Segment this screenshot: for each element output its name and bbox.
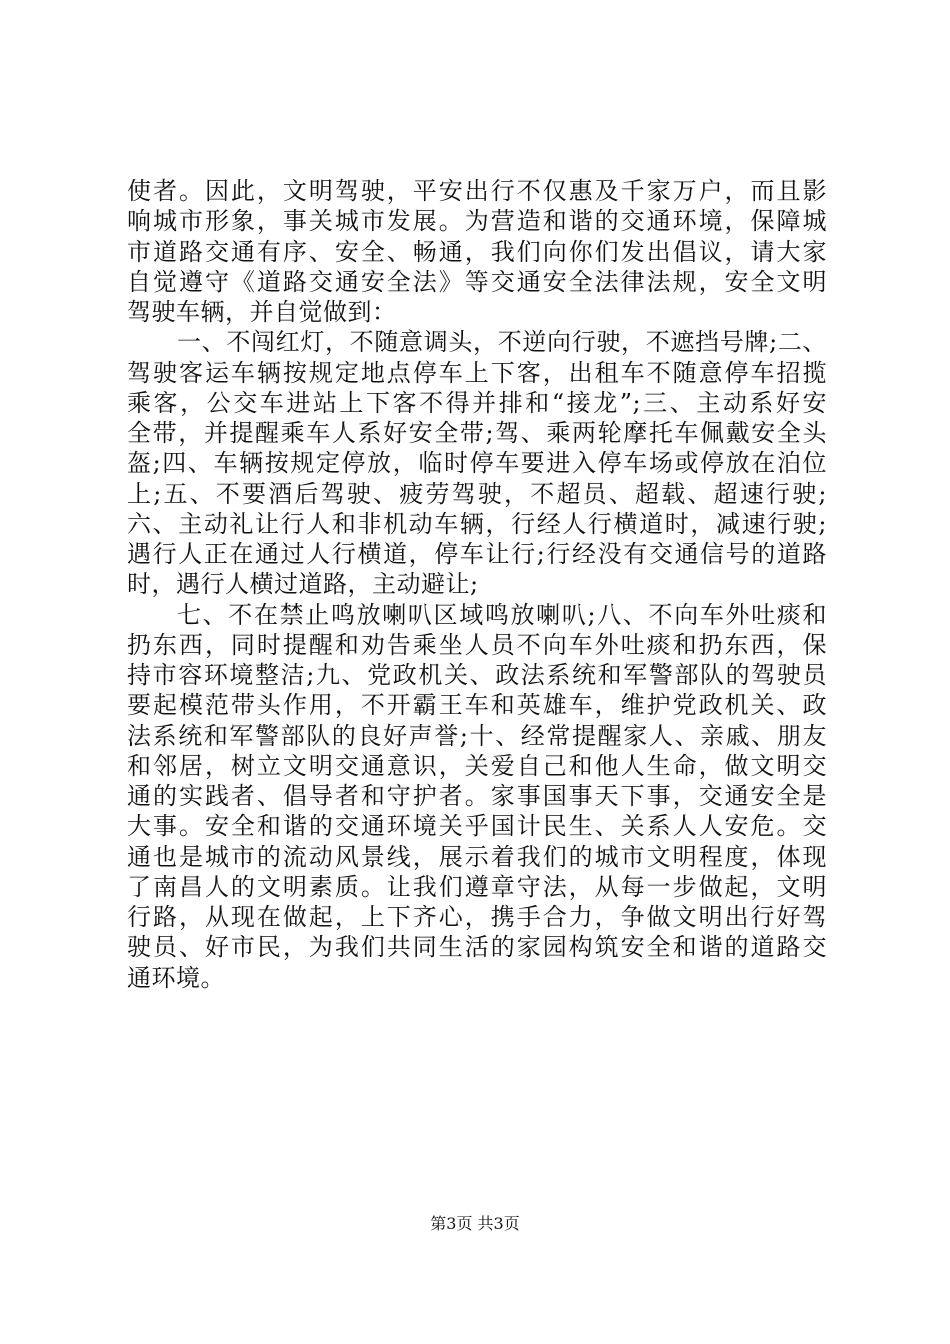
text-line: 了南昌人的文明素质。让我们遵章守法，从每一步做起，文明 [127,872,827,901]
text-line: 乘客，公交车进站上下客不得并排和“接龙”;三、主动系好安 [127,388,827,417]
text-line: 六、主动礼让行人和非机动车辆，行经人行横道时，减速行驶; [127,509,827,538]
text-line: 上;五、不要酒后驾驶、疲劳驾驶，不超员、超载、超速行驶; [127,479,827,508]
text-line: 七、不在禁止鸣放喇叭区域鸣放喇叭;八、不向车外吐痰和 [177,600,827,629]
text-line: 驾驶车辆，并自觉做到： [127,298,397,326]
text-line: 行路，从现在做起，上下齐心，携手合力，争做文明出行好驾 [127,903,827,931]
page-footer: 第3页 共3页 [430,1214,520,1233]
text-line: 盔;四、车辆按规定停放，临时停车要进入停车场或停放在泊位 [127,449,827,478]
text-line: 自觉遵守《道路交通安全法》等交通安全法律法规，安全文明 [127,267,827,296]
text-line: 驶员、好市民，为我们共同生活的家园构筑安全和谐的道路交 [127,933,827,962]
text-line: 通也是城市的流动风景线，展示着我们的城市文明程度，体现 [127,842,827,871]
text-line: 法系统和军警部队的良好声誉;十、经常提醒家人、亲戚、朋友 [127,721,827,750]
text-line: 使者。因此，文明驾驶，平安出行不仅惠及千家万户，而且影 [127,177,827,205]
text-line: 市道路交通有序、安全、畅通，我们向你们发出倡议，请大家 [127,237,827,266]
document-body [127,176,827,993]
text-line: 通的实践者、倡导者和守护者。家事国事天下事，交通安全是 [127,782,827,810]
text-line: 要起模范带头作用，不开霸王车和英雄车，维护党政机关、政 [127,691,827,720]
text-line: 一、不闯红灯，不随意调头，不逆向行驶，不遮挡号牌;二、 [177,328,827,357]
text-line: 全带，并提醒乘车人系好安全带;驾、乘两轮摩托车佩戴安全头 [127,419,827,447]
text-line: 响城市形象，事关城市发展。为营造和谐的交通环境，保障城 [127,207,827,236]
text-line: 扔东西，同时提醒和劝告乘坐人员不向车外吐痰和扔东西，保 [127,630,827,659]
text-line: 大事。安全和谐的交通环境关乎国计民生、关系人人安危。交 [127,812,827,841]
text-line: 持市容环境整洁;九、党政机关、政法系统和军警部队的驾驶员 [127,661,827,689]
text-line: 驾驶客运车辆按规定地点停车上下客，出租车不随意停车招揽 [127,358,827,387]
text-line: 和邻居，树立文明交通意识，关爱自己和他人生命，做文明交 [127,751,827,780]
text-line: 遇行人正在通过人行横道，停车让行;行经没有交通信号的道路 [127,540,827,568]
text-line: 时，遇行人横过道路，主动避让; [127,570,479,599]
text-line: 通环境。 [127,963,225,992]
